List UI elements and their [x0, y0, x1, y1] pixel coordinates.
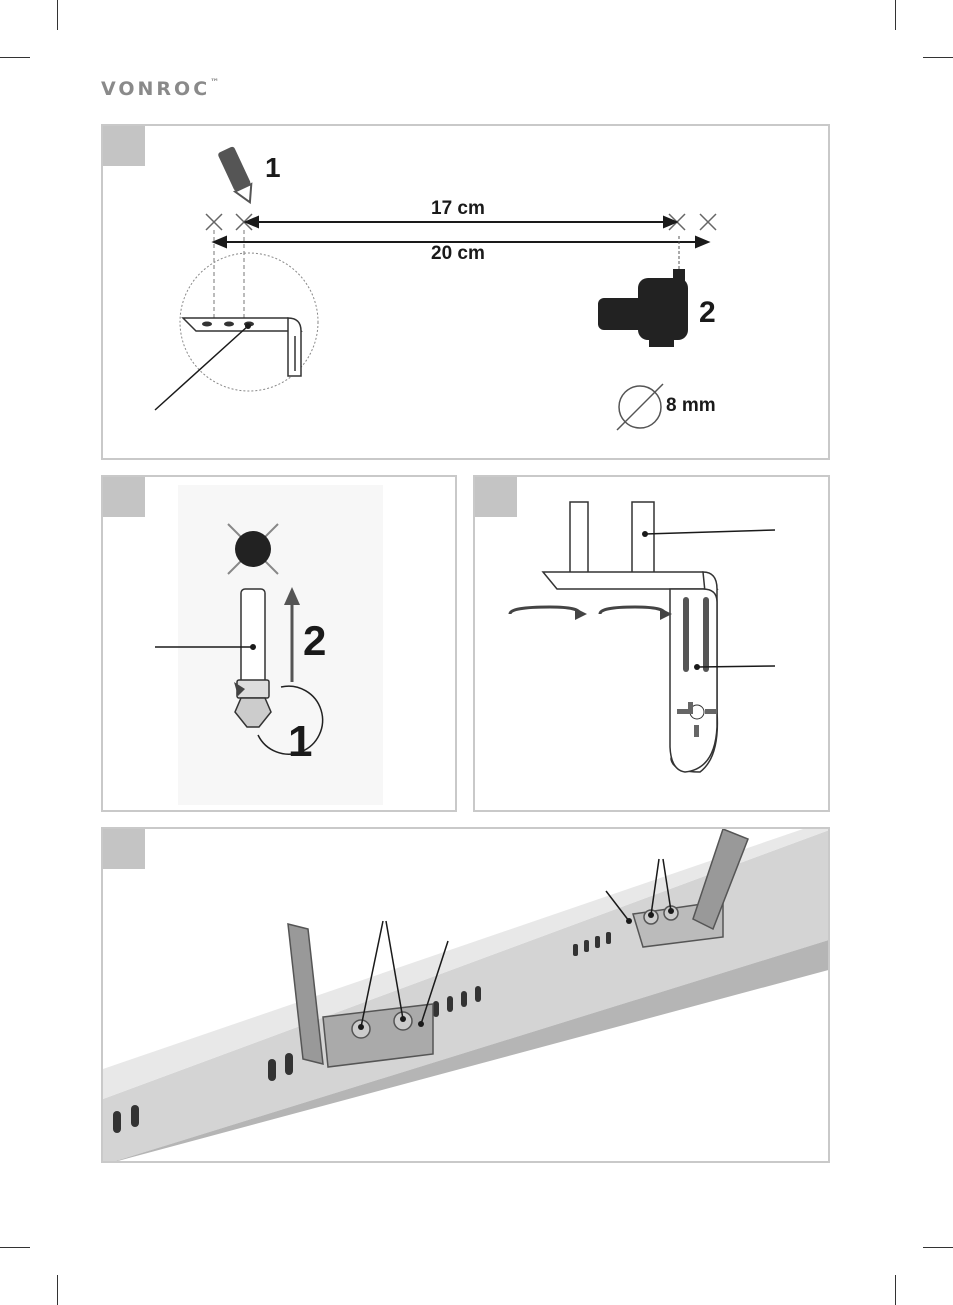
crop-mark [0, 57, 30, 58]
crop-mark [895, 1275, 896, 1305]
step-number: 2 [699, 296, 716, 329]
panel-c-illustration [475, 477, 830, 812]
figure-panel-a [101, 124, 830, 460]
bracket-icon [543, 502, 717, 772]
crop-mark [923, 1247, 953, 1248]
logo-text: VONROC [101, 78, 211, 100]
figure-panel-c [473, 475, 830, 812]
figure-panel-b [101, 475, 457, 812]
bit-size-label: 8 mm [666, 395, 716, 416]
step-number: 1 [288, 717, 313, 766]
crop-mark [895, 0, 896, 30]
bracket-detail [183, 318, 301, 376]
drill-icon [598, 269, 688, 347]
step-number: 1 [265, 152, 281, 183]
crop-mark [0, 1247, 30, 1248]
crop-mark [923, 57, 953, 58]
step-number: 2 [303, 617, 327, 664]
logo-trademark: ™ [210, 78, 220, 88]
diameter-icon [617, 384, 663, 430]
panel-d-illustration [103, 829, 830, 1163]
crop-mark [57, 1275, 58, 1305]
dimension-label-inner: 17 cm [431, 198, 485, 219]
crop-mark [57, 0, 58, 30]
brand-logo [101, 78, 219, 100]
panel-b-illustration [103, 477, 457, 812]
figure-panel-d [101, 827, 830, 1163]
panel-a-illustration [103, 126, 830, 460]
pencil-icon [217, 146, 258, 206]
wall-anchor-icon [235, 589, 271, 727]
no-hole-icon [228, 524, 278, 574]
dimension-label-outer: 20 cm [431, 243, 485, 264]
